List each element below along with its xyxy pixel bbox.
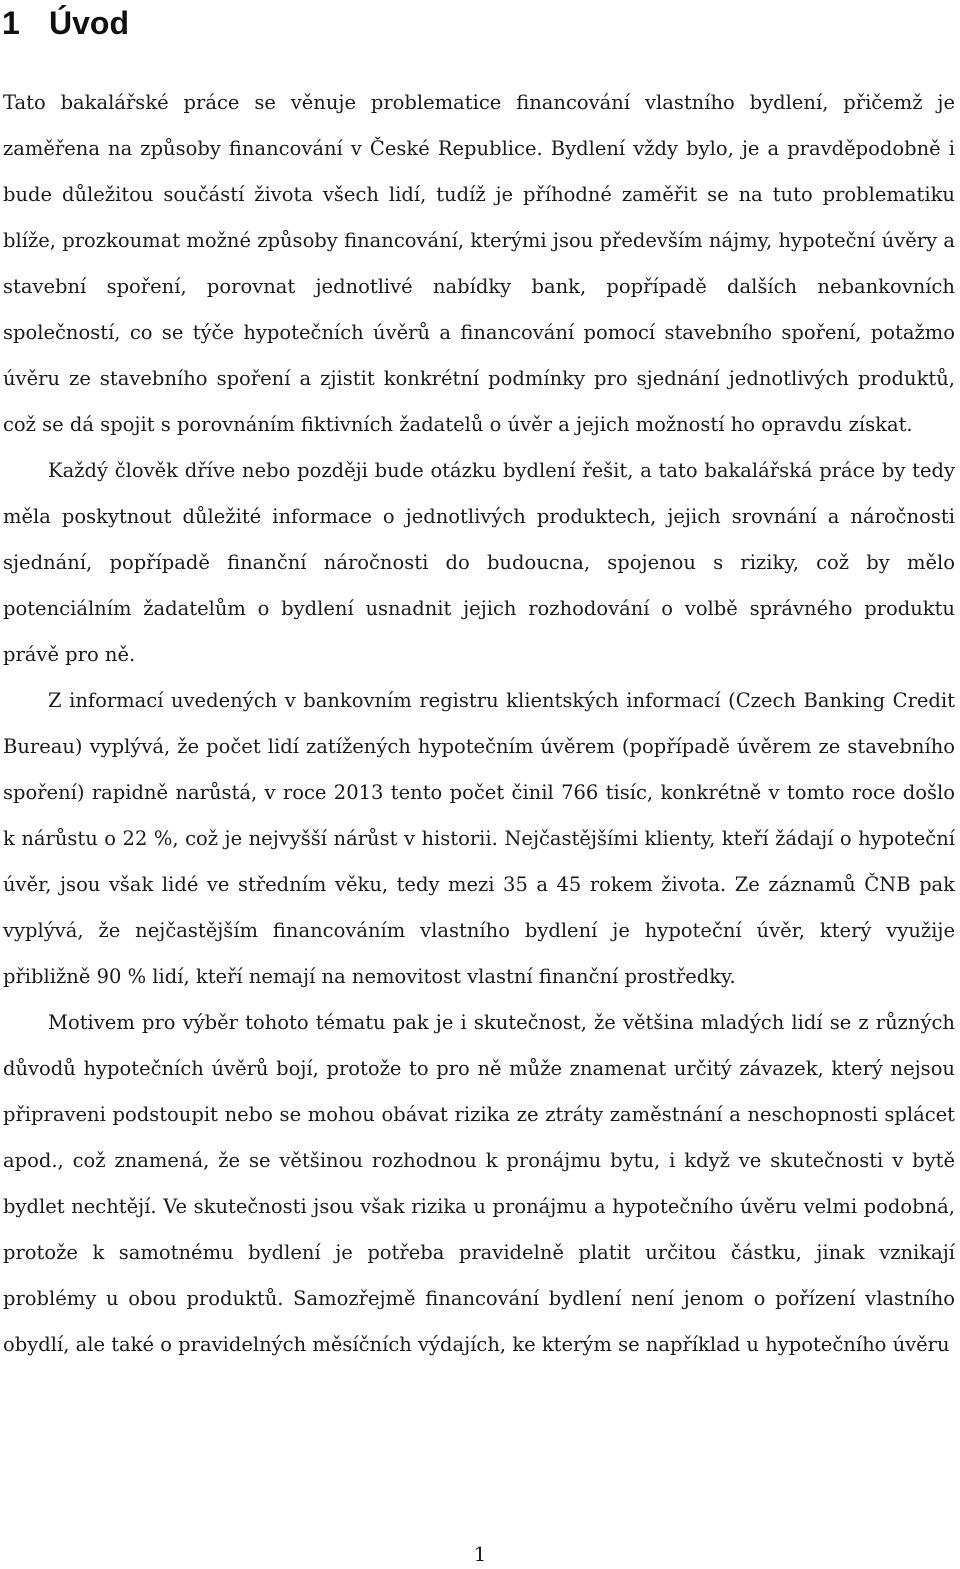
paragraph-purpose: Každý člověk dříve nebo později bude otázku bydlení řešit, a tato bakalářská práce by tedy měla poskytnout důležité informace o jednotlivých produktech, jejich srovnání a náročnosti sjednání, popřípadě finanční náročnosti do budoucna, spojenou s riziky, což by mělo potenciálním žadatelům o bydlení usnadnit jejich rozhodování o volbě správného produktu právě pro ně. [3, 459, 955, 666]
body-text [3, 80, 955, 1368]
page-number: 1 [473, 1542, 487, 1566]
chapter-title: Úvod [49, 5, 129, 41]
paragraph-intro: Tato bakalářské práce se věnuje problematice financování vlastního bydlení, přičemž je zaměřena na způsoby financování v České Republice. Bydlení vždy bylo, je a pravděpodobně i bude důležitou součástí života všech lidí, tudíž je příhodné zaměřit se na tuto problematiku blíže, prozkoumat možné způsoby financování, kterými jsou především nájmy, hypoteční úvěry a stavební spoření, porovnat jednotlivé nabídky bank, popřípadě dalších nebankovních společností, co se týče hypotečních úvěrů a financování pomocí stavebního spoření, potažmo úvěru ze stavebního spoření a zjistit konkrétní podmínky pro sjednání jednotlivých produktů, což se dá spojit s porovnáním fiktivních žadatelů o úvěr a jejich možností ho opravdu získat. [3, 91, 955, 436]
chapter-number: 1 [2, 5, 20, 41]
paragraph-statistics: Z informací uvedených v bankovním registru klientských informací (Czech Banking Credit Bureau) vyplývá, že počet lidí zatížených hypotečním úvěrem (popřípadě úvěrem ze stavebního spoření) rapidně narůstá, v roce 2013 tento počet činil 766 tisíc, konkrétně v tomto roce došlo k nárůstu o 22 %, což je nejvyšší nárůst v historii. Nejčastějšími klienty, kteří žádají o hypoteční úvěr, jsou však lidé ve středním věku, tedy mezi 35 a 45 rokem života. Ze záznamů ČNB pak vyplývá, že nejčastějším financováním vlastního bydlení je hypoteční úvěr, který využije přibližně 90 % lidí, kteří nemají na nemovitost vlastní finanční prostředky. [3, 689, 955, 988]
paragraph-motivation: Motivem pro výběr tohoto tématu pak je i skutečnost, že většina mladých lidí se z různých důvodů hypotečních úvěrů bojí, protože to pro ně může znamenat určitý závazek, který nejsou připraveni podstoupit nebo se mohou obávat rizika ze ztráty zaměstnání a neschopnosti splácet apod., což znamená, že se většinou rozhodnou k pronájmu bytu, i když ve skutečnosti v bytě bydlet nechtějí. Ve skutečnosti jsou však rizika u pronájmu a hypotečního úvěru velmi podobná, protože k samotnému bydlení je potřeba pravidelně platit určitou částku, jinak vznikají problémy u obou produktů. Samozřejmě financování bydlení není jenom o pořízení vlastního obydlí, ale také o pravidelných měsíčních výdajích, ke kterým se například u hypotečního úvěru [3, 1011, 955, 1356]
chapter-heading [2, 0, 129, 46]
